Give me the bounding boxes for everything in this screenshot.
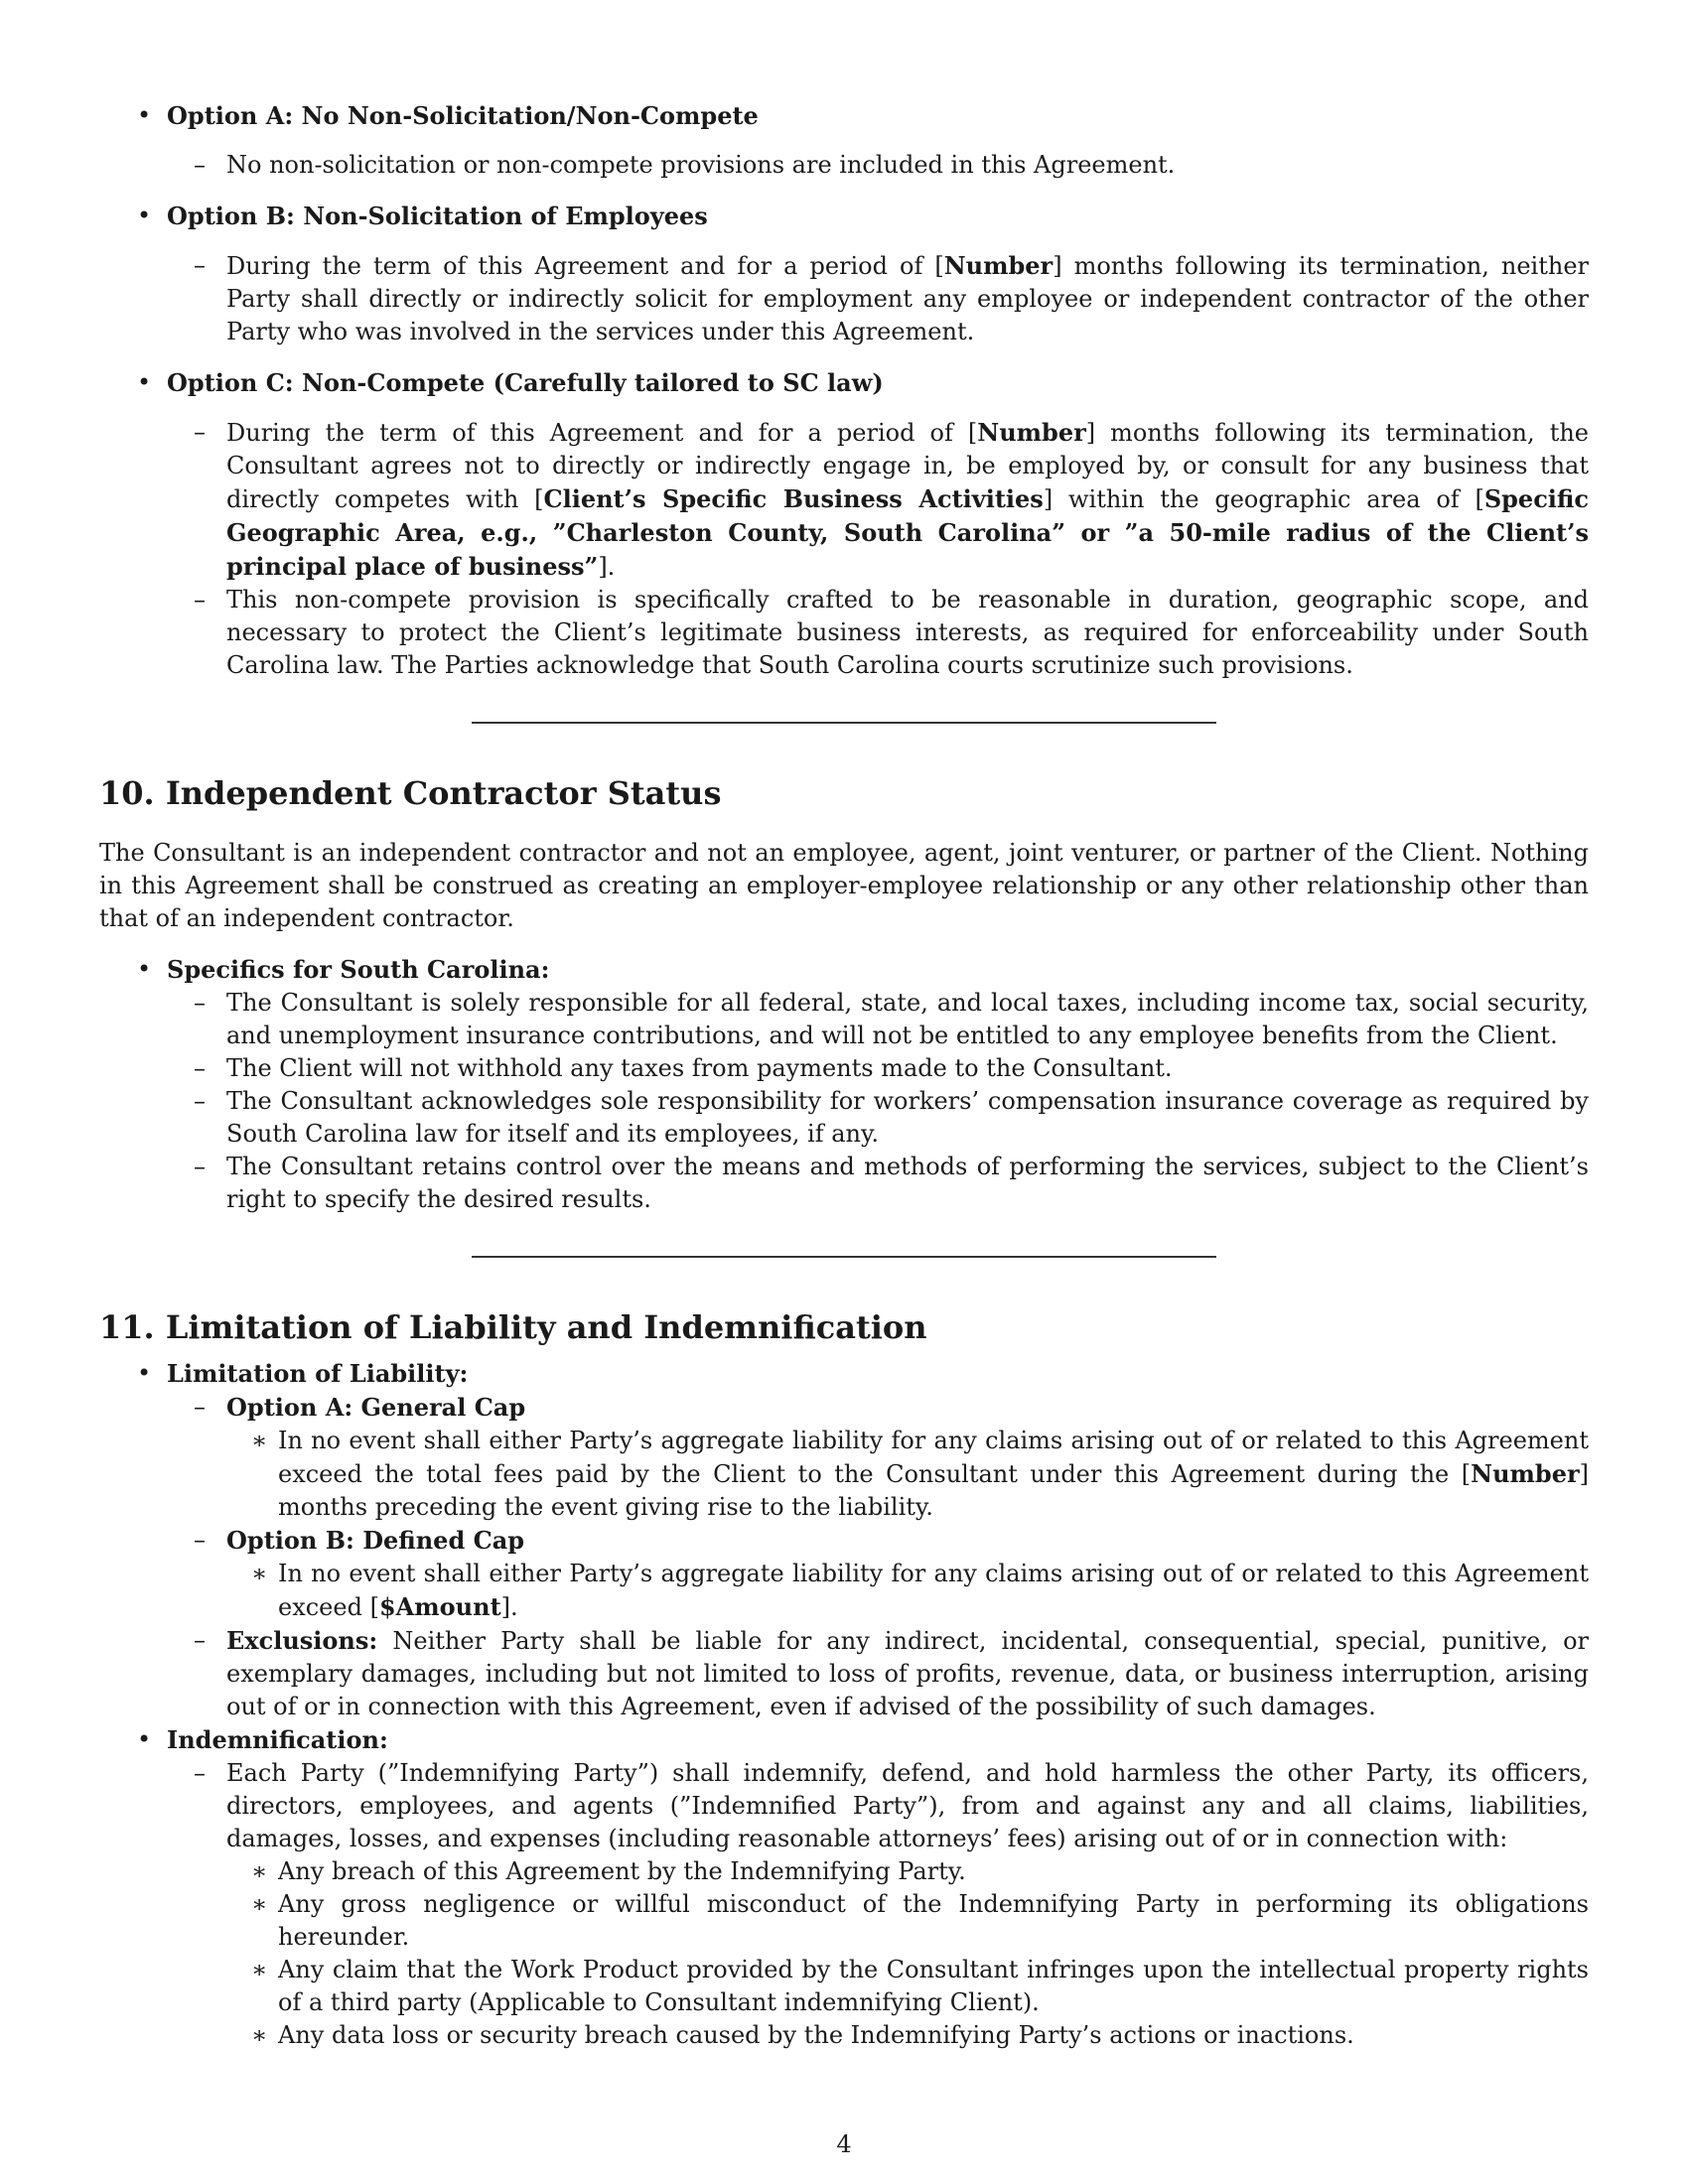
section-divider xyxy=(472,1256,1216,1258)
section-10-intro: The Consultant is an independent contractor and not an employee, agent, joint venturer, or partner of the Client. Nothing in this Agreement shall be construed as creating an employer-employee relationship or any other relationship other than that of an independent contractor. xyxy=(99,839,1589,932)
section-11-list xyxy=(99,1357,1589,2052)
cap-option-a: – Option A: General Cap ∗ In no event shall either Party’s aggregate liability for any claims arising out of or related to this Agreement exceed the total fees paid by the Client to the Consultant under this Agreement during the [Number] months preceding the event giving rise to the liability. xyxy=(167,1391,1589,1524)
option-c-text-1: – During the term of this Agreement and for a period of [Number] months following its termination, the Consultant agrees not to directly or indirectly engage in, be employed by, or consult for any business that directly competes with [Client’s Specific Business Activities] within the geographic area of [Specific Geographic Area, e.g., ”Charleston County, South Carolina” or ”a 50-mile radius of the Client’s principal place of business”]. xyxy=(167,416,1589,584)
limitation-item xyxy=(99,1357,1589,1723)
option-a-text: – No non-solicitation or non-compete provisions are included in this Agreement. xyxy=(167,149,1589,182)
section-11-heading: 11. Limitation of Liability and Indemnification xyxy=(99,1308,927,1346)
sc-specifics-2: – The Client will not withhold any taxes from payments made to the Consultant. xyxy=(167,1052,1589,1085)
indemnification-text: – Each Party (”Indemnifying Party”) shall indemnify, defend, and hold harmless the other Party, its officers, directors, employees, and agents (”Indemnified Party”), from and against any and all claims, liabilities, damages, losses, and expenses (including reasonable attorneys’ fees) arising out of or in connection with: ∗ Any breach of this Agreement by the Indemnifying Party. ∗ Any gross negligence or willful misconduct of the Indemnifying Party in performing its obligations hereunder. ∗ Any claim that the Work Product provided by the Consultant infringes upon the intellectual property rights of a third party (Applicable to Consultant indemnifying Client). ∗ Any data loss or security breach caused by the Indemnifying Party’s actions or inactions. xyxy=(167,1757,1589,2052)
cap-option-b: – Option B: Defined Cap ∗ In no event shall either Party’s aggregate liability for any claims arising out of or related to this Agreement exceed [$Amount]. xyxy=(167,1524,1589,1624)
sc-specifics-title: Specifics for South Carolina: xyxy=(167,955,550,984)
sc-specifics-3: – The Consultant acknowledges sole responsibility for workers’ compensation insurance coverage as required by South Carolina law for itself and its employees, if any. xyxy=(167,1085,1589,1151)
indemnification-3: ∗ Any claim that the Work Product provided by the Consultant infringes upon the intellectual property rights of a third party (Applicable to Consultant indemnifying Client). xyxy=(226,1954,1589,2019)
indemnification-4: ∗ Any data loss or security breach caused by the Indemnifying Party’s actions or inactions. xyxy=(226,2019,1589,2052)
option-b-title: Option B: Non-Solicitation of Employees xyxy=(167,202,708,230)
option-b-item xyxy=(99,200,1589,348)
exclusions-item: – Exclusions: Neither Party shall be liable for any indirect, incidental, consequential, special, punitive, or exemplary damages, including but not limited to loss of profits, revenue, data, or business interruption, arising out of or in connection with this Agreement, even if advised of the possibility of such damages. xyxy=(167,1624,1589,1723)
limitation-title: Limitation of Liability: xyxy=(167,1359,469,1388)
page-number: 4 xyxy=(836,2130,852,2158)
option-a-item xyxy=(99,99,1589,182)
sc-specifics-1: – The Consultant is solely responsible for all federal, state, and local taxes, including income tax, social security, and unemployment insurance contributions, and will not be entitled to any employee benefits from the Client. xyxy=(167,987,1589,1052)
section-10-list xyxy=(99,953,1589,1216)
indemnification-1: ∗ Any breach of this Agreement by the Indemnifying Party. xyxy=(226,1855,1589,1888)
option-b-text: – During the term of this Agreement and for a period of [Number] months following its termination, neither Party shall directly or indirectly solicit for employment any employee or independent contractor of the other Party who was involved in the services under this Agreement. xyxy=(167,249,1589,348)
non-solicit-options-list xyxy=(99,99,1589,682)
section-divider xyxy=(472,722,1216,724)
option-c-title: Option C: Non-Compete (Carefully tailored to SC law) xyxy=(167,368,884,397)
sc-specifics-item xyxy=(99,953,1589,1216)
option-c-text-2: – This non-compete provision is specifically crafted to be reasonable in duration, geographic scope, and necessary to protect the Client’s legitimate business interests, as required for enforceability under South Carolina law. The Parties acknowledge that South Carolina courts scrutinize such provisions. xyxy=(167,584,1589,682)
indemnification-2: ∗ Any gross negligence or willful misconduct of the Indemnifying Party in performing its obligations hereunder. xyxy=(226,1888,1589,1954)
option-c-item xyxy=(99,366,1589,682)
cap-option-b-text: ∗ In no event shall either Party’s aggregate liability for any claims arising out of or related to this Agreement exceed [$Amount]. xyxy=(226,1558,1589,1624)
indemnification-title: Indemnification: xyxy=(167,1725,388,1754)
cap-option-a-text: ∗ In no event shall either Party’s aggregate liability for any claims arising out of or related to this Agreement exceed the total fees paid by the Client to the Consultant under this Agreement during the [Number] months preceding the event giving rise to the liability. xyxy=(226,1425,1589,1524)
option-a-title: Option A: No Non-Solicitation/Non-Compete xyxy=(167,101,759,130)
document-page xyxy=(99,99,1589,2052)
sc-specifics-4: – The Consultant retains control over the means and methods of performing the services, subject to the Client’s right to specify the desired results. xyxy=(167,1151,1589,1216)
section-10-heading: 10. Independent Contractor Status xyxy=(99,774,722,812)
indemnification-item xyxy=(99,1723,1589,2052)
